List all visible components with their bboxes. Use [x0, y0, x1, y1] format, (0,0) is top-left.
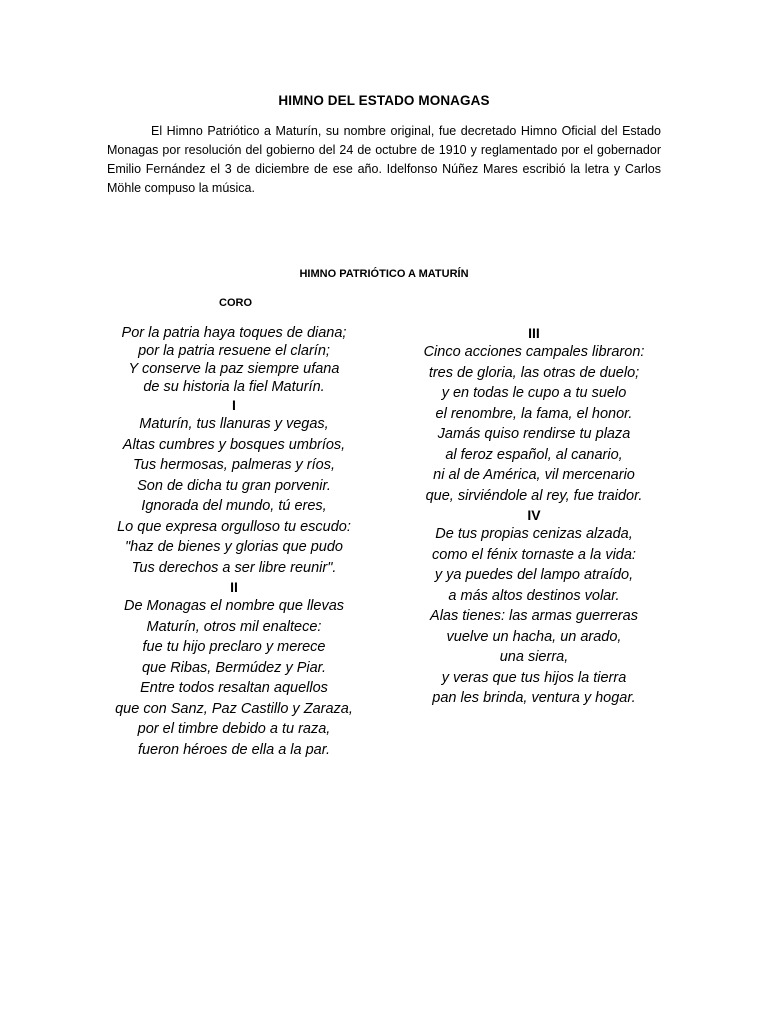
verse-line: y veras que tus hijos la tierra: [441, 669, 627, 686]
verse-line: el renombre, la fama, el honor.: [435, 405, 633, 422]
verse-line: Son de dicha tu gran porvenir.: [137, 477, 331, 494]
verse-line: "haz de bienes y glorias que pudo: [125, 539, 343, 555]
verse-line: pan les brinda, ventura y hogar.: [432, 690, 636, 706]
chorus-line: por la patria resuene el clarín;: [138, 343, 330, 359]
verse-line: a más altos destinos volar.: [448, 587, 620, 604]
verse-line: Entre todos resaltan aquellos: [140, 680, 328, 696]
stanza-numeral: II: [230, 579, 238, 595]
verse-line: fueron héroes de ella a la par.: [137, 741, 331, 758]
verse-line: Tus hermosas, palmeras y ríos,: [133, 457, 335, 473]
intro-paragraph: [107, 122, 661, 198]
verse-line: Ignorada del mundo, tú eres,: [141, 498, 327, 514]
verse-line: Tus derechos a ser libre reunir".: [131, 559, 337, 576]
right-column: [384, 324, 684, 709]
verse-line: y ya puedes del lampo atraído,: [434, 567, 634, 583]
verse-line: que con Sanz, Paz Castillo y Zaraza,: [115, 700, 353, 717]
stanza-2: [84, 596, 384, 760]
verse-line: fue tu hijo preclaro y merece: [142, 639, 326, 655]
chorus-line: de su historia la fiel Maturín.: [143, 379, 325, 395]
stanza-1: [84, 414, 384, 578]
stanza-4: [384, 524, 684, 709]
intro-text: El Himno Patriótico a Maturín, su nombre original, fue decretado Himno Oficial del Estado Monagas por resolución del gobierno del 24 de octubre de 1910 y reglamentado por el gobernador Emilio Fernández el 3 de diciembre de ese año. Idelfonso Núñez Mares escribió la letra y Carlos Möhle compuso la música.: [107, 124, 661, 195]
verse-line: vuelve un hacha, un arado,: [446, 628, 622, 645]
verse-line: ni al de América, vil mercenario: [433, 467, 635, 483]
coro-label: CORO: [219, 297, 252, 309]
verse-line: al feroz español, al canario,: [445, 446, 623, 463]
verse-line: como el fénix tornaste a la vida:: [432, 546, 636, 563]
verse-line: Maturín, otros mil enaltece:: [146, 618, 322, 635]
verse-line: tres de gloria, las otras de duelo;: [428, 364, 640, 381]
document-title: HIMNO DEL ESTADO MONAGAS: [278, 93, 490, 108]
stanza-3: [384, 342, 684, 506]
stanza-numeral: IV: [527, 507, 541, 523]
verse-line: una sierra,: [499, 649, 569, 665]
verse-line: Maturín, tus llanuras y vegas,: [139, 416, 329, 432]
verse-line: Cinco acciones campales libraron:: [423, 344, 645, 360]
verse-line: Jamás quiso rendirse tu plaza: [437, 426, 631, 442]
left-column: [84, 324, 384, 760]
verse-line: De tus propias cenizas alzada,: [435, 526, 633, 542]
verse-line: y en todas le cupo a tu suelo: [441, 385, 627, 401]
verse-line: Alas tienes: las armas guerreras: [430, 608, 638, 624]
verse-line: que Ribas, Bermúdez y Piar.: [141, 659, 327, 676]
verse-line: que, sirviéndole al rey, fue traidor.: [425, 487, 643, 504]
verse-line: De Monagas el nombre que llevas: [123, 598, 345, 614]
hymn-title: HIMNO PATRIÓTICO A MATURÍN: [299, 268, 469, 280]
verse-line: Lo que expresa orgulloso tu escudo:: [117, 518, 351, 535]
chorus-line: Por la patria haya toques de diana;: [121, 325, 347, 341]
verse-line: Altas cumbres y bosques umbríos,: [122, 436, 346, 453]
stanza-numeral: I: [232, 397, 236, 413]
verse-line: por el timbre debido a tu raza,: [137, 721, 331, 737]
chorus-line: Y conserve la paz siempre ufana: [128, 361, 340, 377]
stanza-numeral: III: [528, 325, 540, 341]
chorus: [84, 324, 384, 396]
